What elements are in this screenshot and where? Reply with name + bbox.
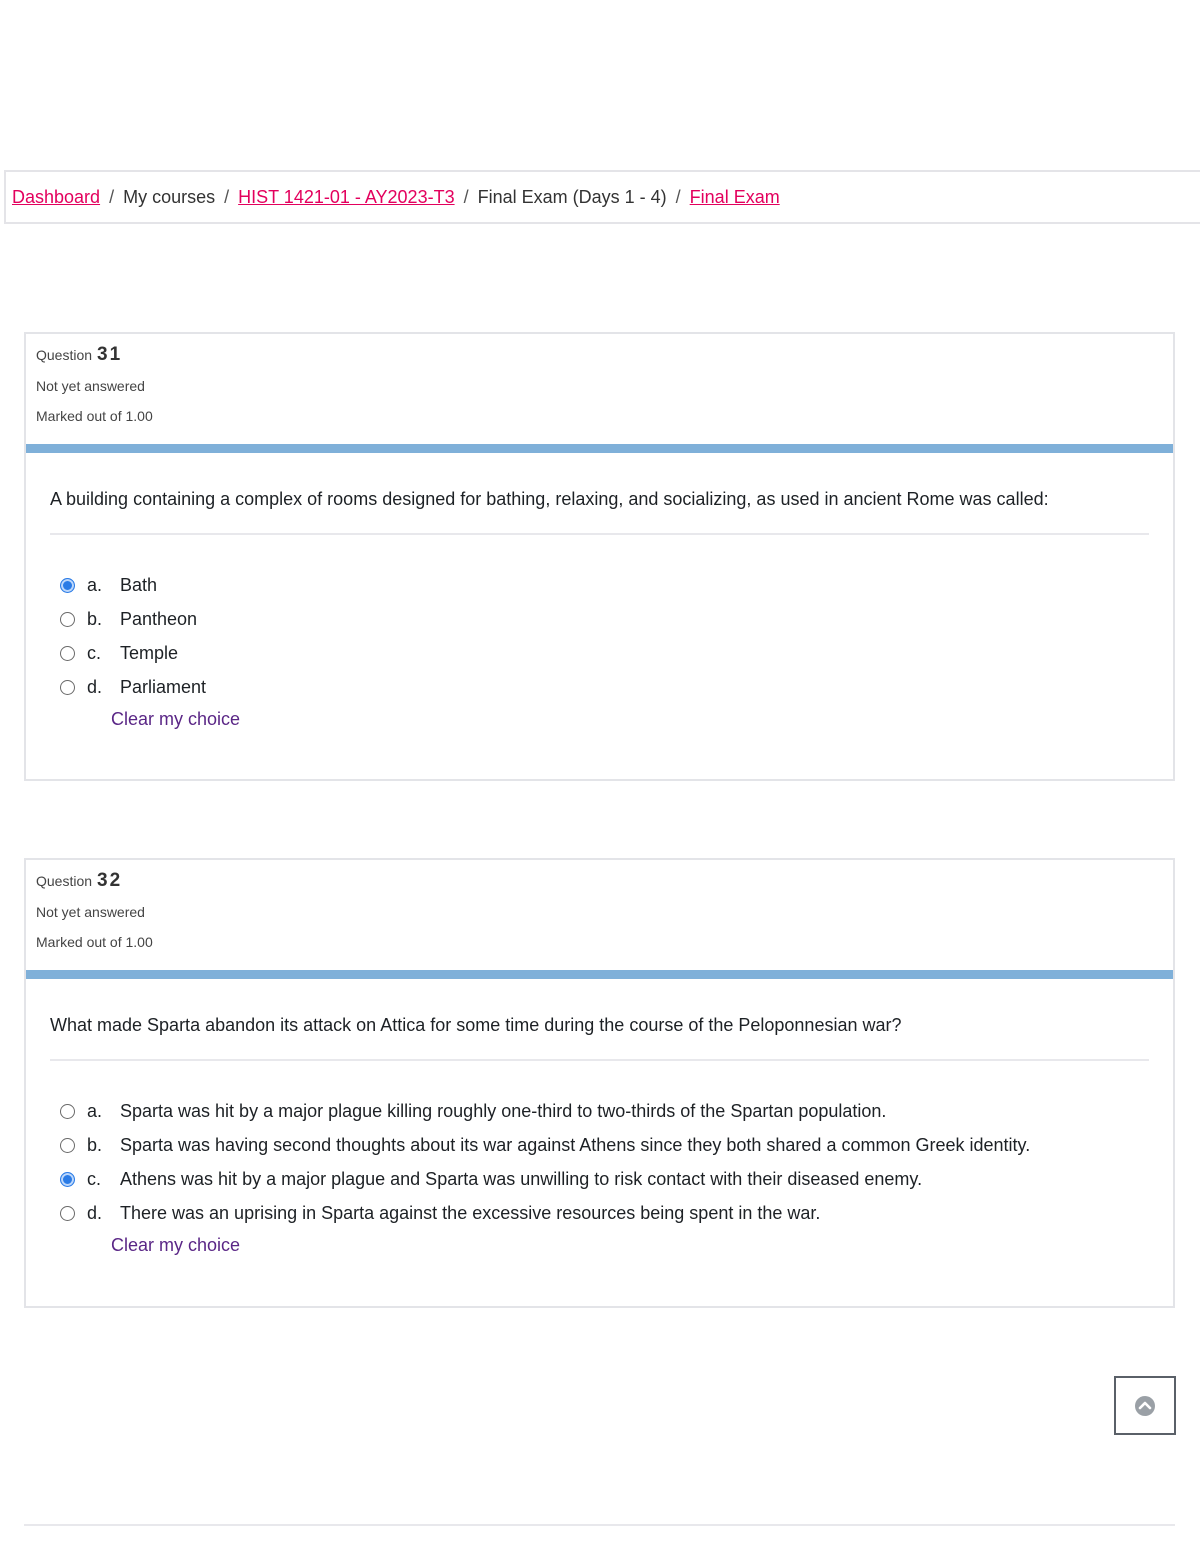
question-number: 32: [97, 870, 123, 891]
breadcrumb-course-link[interactable]: HIST 1421-01 - AY2023-T3: [238, 186, 455, 207]
answer-option-c[interactable]: [60, 1162, 1149, 1196]
answer-letter: a.: [87, 1100, 103, 1121]
answer-list: [50, 1094, 1149, 1256]
answer-option-c[interactable]: [60, 636, 1149, 670]
answer-option-b[interactable]: [60, 602, 1149, 636]
question-label: Question: [36, 347, 93, 363]
question-number: 31: [97, 344, 123, 365]
question-title: [36, 344, 1173, 374]
breadcrumb-separator: /: [675, 186, 681, 207]
question-state: Not yet answered: [36, 378, 145, 394]
radio-selected-icon[interactable]: [60, 1172, 75, 1187]
question-info: [26, 860, 1173, 970]
breadcrumb-separator: /: [109, 186, 115, 207]
radio-icon[interactable]: [60, 1206, 75, 1221]
chevron-up-circle-icon: [1134, 1395, 1156, 1417]
answer-option-a[interactable]: [60, 568, 1149, 602]
clear-my-choice-link[interactable]: Clear my choice: [111, 709, 241, 729]
radio-icon[interactable]: [60, 612, 75, 627]
answer-list: [50, 568, 1149, 730]
question-content: [26, 979, 1173, 1256]
footer-divider: [24, 1524, 1175, 1526]
answer-letter: d.: [87, 676, 103, 697]
back-to-top-button[interactable]: [1114, 1376, 1176, 1435]
breadcrumb-separator: /: [463, 186, 469, 207]
question-32-card: [24, 858, 1175, 1308]
question-text: A building containing a complex of rooms designed for bathing, relaxing, and socializing, as used in ancient Rome was called:: [50, 489, 1149, 535]
answer-text: Parliament: [120, 676, 207, 697]
answer-letter: c.: [87, 1168, 102, 1189]
breadcrumb: [4, 170, 1200, 224]
question-text: What made Sparta abandon its attack on Attica for some time during the course of the Peloponnesian war?: [50, 1015, 1149, 1061]
question-title: [36, 870, 1173, 900]
answer-text: Pantheon: [120, 608, 198, 629]
answer-option-a[interactable]: [60, 1094, 1149, 1128]
breadcrumb-separator: /: [224, 186, 230, 207]
radio-icon[interactable]: [60, 646, 75, 661]
question-31-card: [24, 332, 1175, 781]
question-grade: Marked out of 1.00: [36, 934, 153, 950]
answer-letter: d.: [87, 1202, 103, 1223]
answer-text: Sparta was hit by a major plague killing roughly one-third to two-thirds of the Spartan population.: [120, 1100, 887, 1121]
answer-option-b[interactable]: [60, 1128, 1149, 1162]
radio-icon[interactable]: [60, 680, 75, 695]
answer-letter: c.: [87, 642, 102, 663]
question-divider-bar: [26, 970, 1173, 979]
answer-text: Athens was hit by a major plague and Sparta was unwilling to risk contact with their diseased enemy.: [120, 1168, 923, 1189]
answer-option-d[interactable]: [60, 670, 1149, 704]
question-divider-bar: [26, 444, 1173, 453]
question-state: Not yet answered: [36, 904, 145, 920]
answer-text: Sparta was having second thoughts about its war against Athens since they both shared a common Greek identity.: [120, 1134, 1031, 1155]
answer-option-d[interactable]: [60, 1196, 1149, 1230]
breadcrumb-section: Final Exam (Days 1 - 4): [477, 186, 667, 207]
breadcrumb-my-courses: My courses: [123, 186, 216, 207]
question-content: [26, 453, 1173, 730]
breadcrumb-dashboard-link[interactable]: Dashboard: [12, 186, 101, 207]
breadcrumb-final-exam-link[interactable]: Final Exam: [689, 186, 780, 207]
answer-letter: a.: [87, 574, 103, 595]
answer-letter: b.: [87, 608, 103, 629]
answer-text: Bath: [120, 574, 158, 595]
question-grade: Marked out of 1.00: [36, 408, 153, 424]
question-info: [26, 334, 1173, 444]
answer-letter: b.: [87, 1134, 103, 1155]
answer-text: There was an uprising in Sparta against the excessive resources being spent in the war.: [120, 1202, 821, 1223]
radio-icon[interactable]: [60, 1138, 75, 1153]
question-label: Question: [36, 873, 93, 889]
radio-selected-icon[interactable]: [60, 578, 75, 593]
clear-my-choice-link[interactable]: Clear my choice: [111, 1235, 241, 1255]
radio-icon[interactable]: [60, 1104, 75, 1119]
answer-text: Temple: [120, 642, 179, 663]
